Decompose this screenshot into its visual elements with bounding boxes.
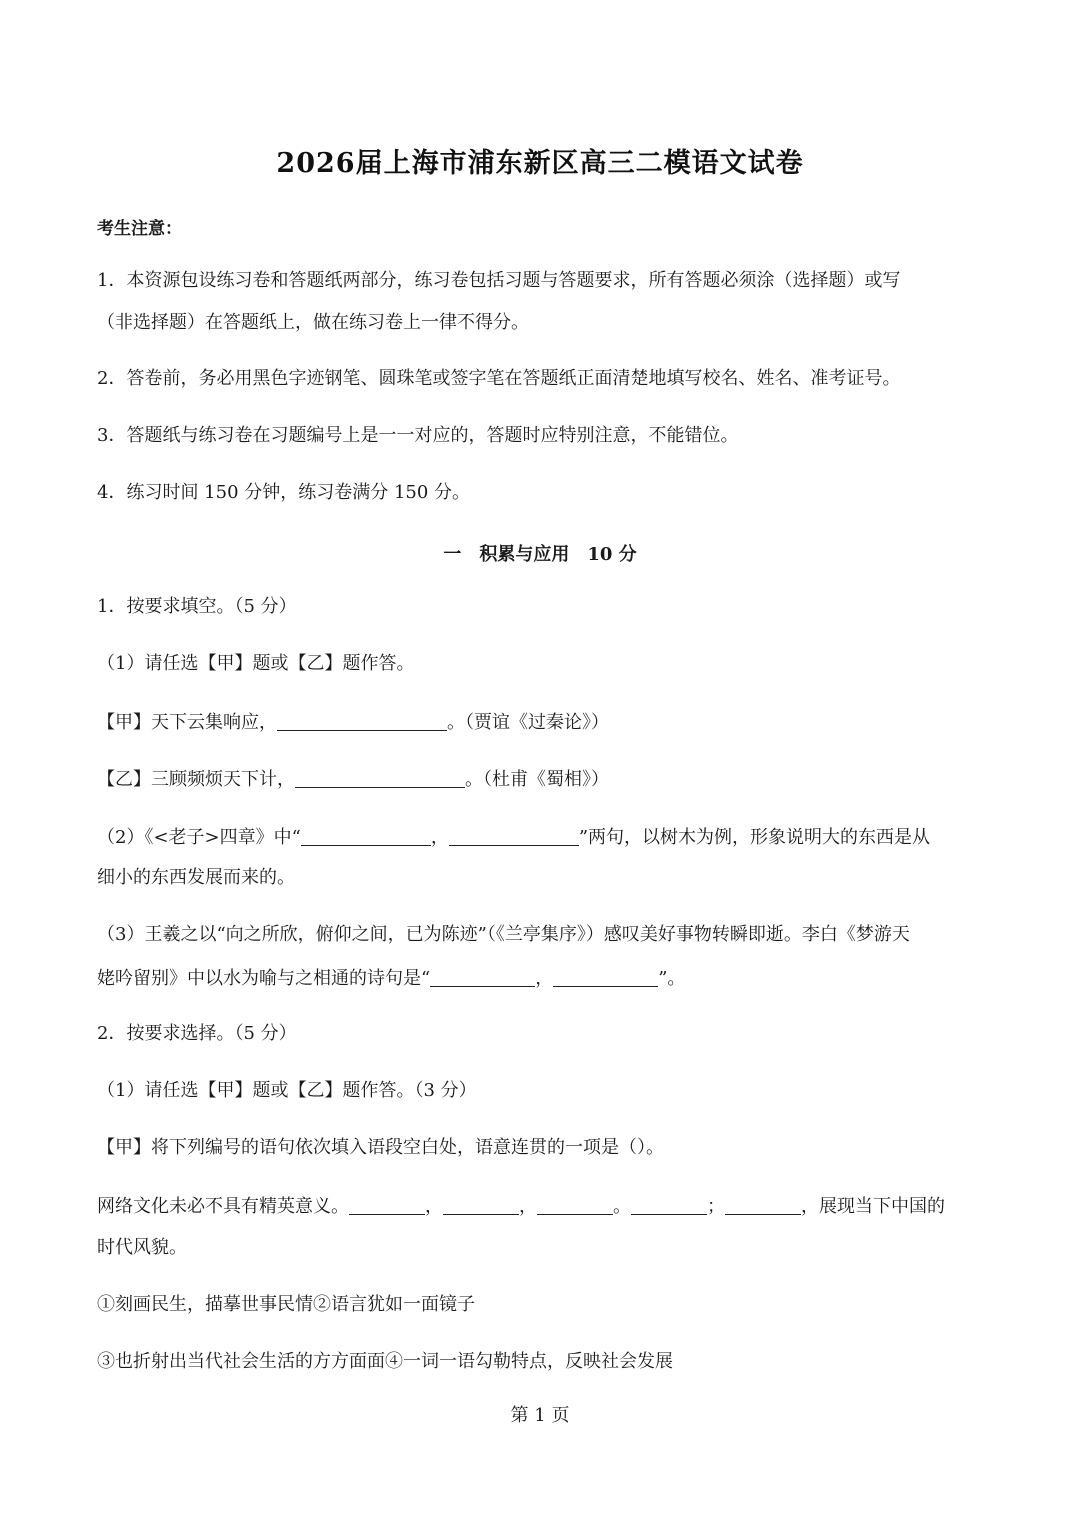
yi-prompt: 【乙】三顾频烦天下计， [97, 769, 295, 790]
jia-source: 。（贾谊《过秦论》） [447, 712, 609, 733]
passage-sep-1: ， [425, 1196, 443, 1217]
passage-sep-4: ； [707, 1196, 725, 1217]
question-1-sub-3-line-2 [97, 968, 685, 988]
question-2-options-1-2: ①刻画民生，描摹世事民情②语言犹如一面镜子 [97, 1294, 475, 1315]
question-1-sub-1: （1）请任选【甲】题或【乙】题作答。 [97, 653, 415, 674]
notice-item-2: 2．答卷前，务必用黑色字迹钢笔、圆珠笔或签字笔在答题纸正面清楚地填写校名、姓名、准考证号。 [97, 368, 901, 389]
question-1-stem: 1．按要求填空。（5 分） [97, 596, 297, 617]
question-2-jia: 【甲】将下列编号的语句依次填入语段空白处，语意连贯的一项是（）。 [97, 1137, 664, 1158]
passage-start: 网络文化未必不具有精英意义。 [97, 1196, 349, 1217]
answer-blank[interactable] [553, 968, 658, 987]
answer-blank[interactable] [349, 1196, 425, 1215]
sub2-rest: ”两句，以树木为例，形象说明大的东西是从 [578, 827, 931, 848]
answer-blank[interactable] [725, 1196, 801, 1215]
sub2-prompt: （2）《<老子>四章》中“ [97, 827, 301, 848]
notice-item-3: 3．答题纸与练习卷在习题编号上是一一对应的，答题时应特别注意，不能错位。 [97, 425, 739, 446]
passage-sep-2: ， [519, 1196, 537, 1217]
question-1-sub-2-line-2: 细小的东西发展而来的。 [97, 867, 295, 888]
question-1-sub-2-line-1 [97, 827, 930, 847]
page-number: 第 1 页 [510, 1405, 570, 1426]
answer-blank[interactable] [631, 1196, 707, 1215]
notice-item-1-line-1: 1．本资源包设练习卷和答题纸两部分，练习卷包括习题与答题要求，所有答题必须涂（选择题）或写 [97, 270, 901, 291]
question-2-options-3-4: ③也折射出当代社会生活的方方面面④一词一语勾勒特点，反映社会发展 [97, 1351, 673, 1372]
notice-heading: 考生注意： [97, 219, 182, 239]
jia-prompt: 【甲】天下云集响应， [97, 712, 277, 733]
answer-blank[interactable] [449, 827, 579, 846]
passage-sep-3: 。 [613, 1196, 631, 1217]
answer-blank[interactable] [301, 827, 431, 846]
question-2-stem: 2．按要求选择。（5 分） [97, 1023, 297, 1044]
question-2-passage-line-1 [97, 1196, 945, 1216]
question-1-yi [97, 769, 609, 789]
notice-item-4: 4．练习时间 150 分钟，练习卷满分 150 分。 [97, 482, 471, 503]
answer-blank[interactable] [537, 1196, 613, 1215]
sub3-prompt: 姥吟留别》中以水为喻与之相通的诗句是“ [97, 968, 431, 989]
sub3-end: ”。 [658, 968, 686, 989]
answer-blank[interactable] [443, 1196, 519, 1215]
question-2-passage-line-2: 时代风貌。 [97, 1237, 187, 1258]
answer-blank[interactable] [430, 968, 535, 987]
yi-source: 。（杜甫《蜀相》） [465, 769, 609, 790]
passage-rest: ，展现当下中国的 [801, 1196, 945, 1217]
page-title: 2026届上海市浦东新区高三二模语文试卷 [276, 148, 804, 179]
question-1-jia [97, 712, 609, 732]
section-heading: 一 积累与应用 10 分 [443, 544, 637, 565]
answer-blank[interactable] [295, 769, 465, 788]
sub3-comma: ， [535, 968, 554, 989]
question-2-sub-1: （1）请任选【甲】题或【乙】题作答。（3 分） [97, 1080, 477, 1101]
question-1-sub-3-line-1: （3）王羲之以“向之所欣，俯仰之间，已为陈迹”（《兰亭集序》）感叹美好事物转瞬即逝。李白《梦游天 [97, 924, 910, 945]
notice-item-1-line-2: （非选择题）在答题纸上，做在练习卷上一律不得分。 [97, 312, 529, 333]
answer-blank[interactable] [277, 712, 447, 731]
sub2-comma: ， [430, 827, 449, 848]
